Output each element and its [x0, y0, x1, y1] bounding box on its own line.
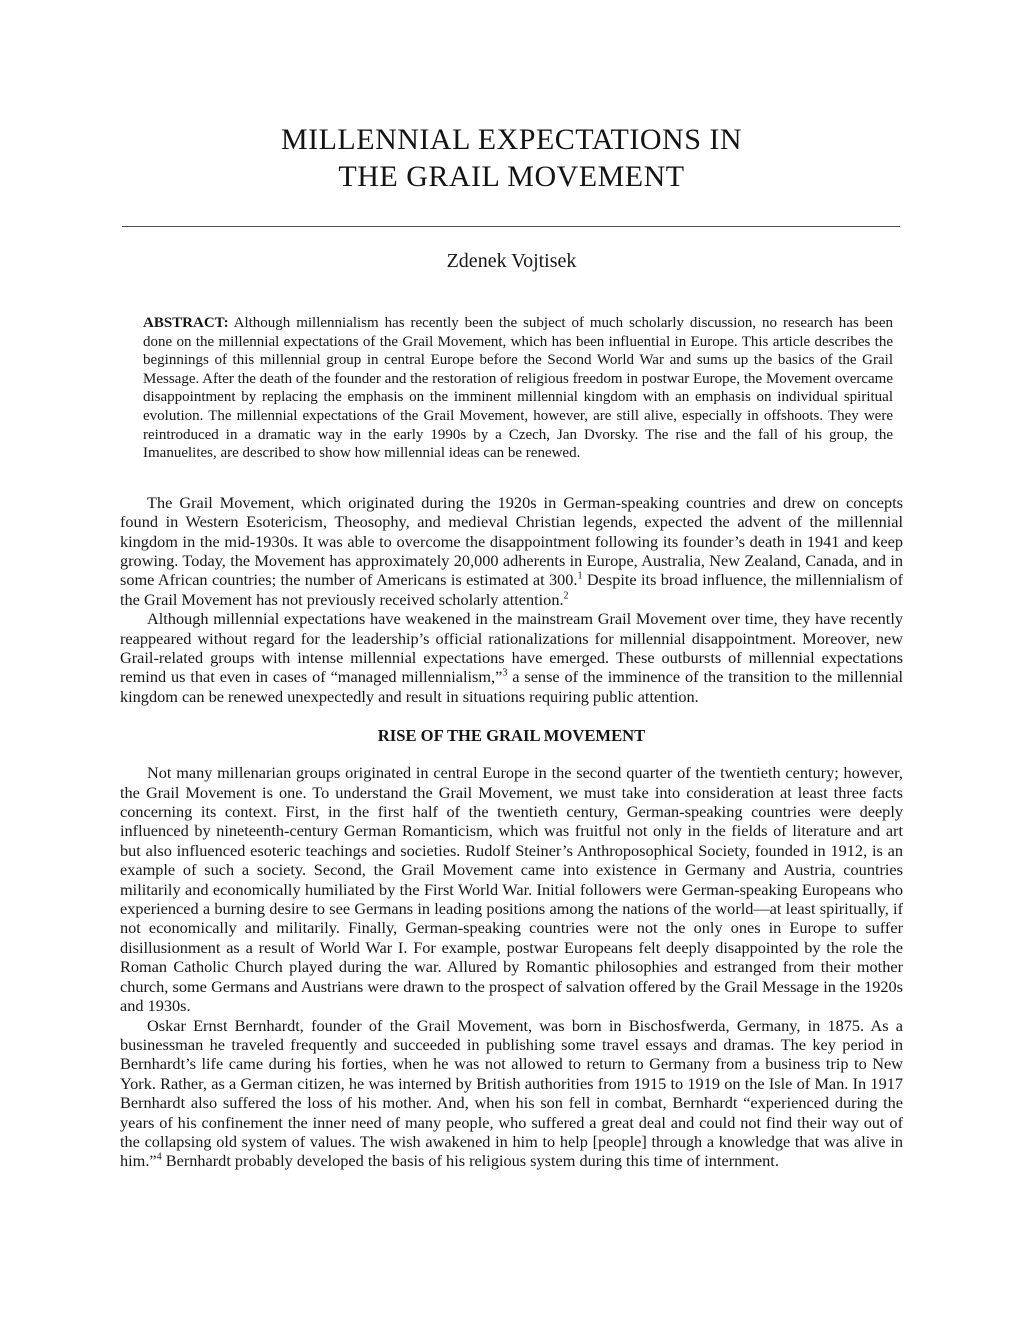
- paragraph-intro-1: The Grail Movement, which originated during the 1920s in German-speaking countries and drew on concepts found in Western Esotericism, Theosophy, and medieval Christian legends, expected the advent of the millennial kingdom in the mid-1930s. It was able to overcome the disappointment following its founder’s death in 1941 and keep growing. Today, the Movement has approximately 20,000 adherents in Europe, Australia, New Zealand, Canada, and in some African countries; the number of Americans is estimated at 300.$^1$ Despite its broad influence, the millennialism of the Grail Movement has not previously received scholarly attention.$^2$: [120, 492, 903, 609]
- article-title-line-1: MILLENNIAL EXPECTATIONS IN: [280, 123, 743, 156]
- article-title-line-2: THE GRAIL MOVEMENT: [338, 160, 685, 193]
- article-title: [120, 121, 903, 195]
- section-heading-rise-of-grail-movement: RISE OF THE GRAIL MOVEMENT: [377, 726, 646, 746]
- page-content: [120, 0, 903, 1171]
- paragraph-rise-1: Not many millenarian groups originated in central Europe in the second quarter of the twentieth century; however, the Grail Movement is one. To understand the Grail Movement, we must take into consideration at least three facts concerning its context. First, in the first half of the twentieth century, German-speaking countries were deeply influenced by nineteenth-century German Romanticism, which was fruitful not only in the fields of literature and art but also influenced esoteric teachings and societies. Rudolf Steiner’s Anthroposophical Society, founded in 1912, is an example of such a society. Second, the Grail Movement came into existence in Germany and Austria, countries militarily and economically humiliated by the First World War. Initial followers were German-speaking Europeans who experienced a burning desire to see Germans in leading positions among the nations of the world—at least spiritually, if not economically and militarily. Finally, German-speaking countries were not the only ones in Europe to suffer disillusionment as a result of World War I. For example, postwar Europeans felt deeply disappointed by the role the Roman Catholic Church played during the war. Allured by Romantic philosophies and estranged from their mother church, some Germans and Austrians were drawn to the prospect of salvation offered by the Grail Message in the 1920s and 1930s.: [120, 763, 903, 1016]
- article-body: [120, 493, 903, 1171]
- abstract: [143, 314, 893, 463]
- paragraph-rise-2: Oskar Ernst Bernhardt, founder of the Grail Movement, was born in Bischosfwerda, Germany, in 1875. As a businessman he traveled frequently and succeeded in publishing some travel essays and dramas. The key period in Bernhardt’s life came during his forties, when he was not allowed to return to Germany from a business trip to New York. Rather, as a German citizen, he was interned by British authorities from 1915 to 1919 on the Isle of Man. In 1917 Bernhardt also suffered the loss of his mother. And, when his son fell in combat, Bernhardt “experienced during the years of his confinement the inner need of many people, who suffered a great deal and could not find their way out of the collapsing old system of values. The wish awakened in him to help [people] through a knowledge that was alive in him.”$^4$ Bernhardt probably developed the basis of his religious system during this time of internment.: [120, 1015, 903, 1171]
- title-divider-rule: [122, 226, 900, 227]
- paragraph-intro-2: Although millennial expectations have weakened in the mainstream Grail Movement over time, they have recently reappeared without regard for the leadership’s official rationalizations for millennial disappointment. Moreover, new Grail-related groups with intense millennial expectations have emerged. These outbursts of millennial expectations remind us that even in cases of “managed millennialism,”$^3$ a sense of the imminence of the transition to the millennial kingdom can be renewed unexpectedly and result in situations requiring public attention.: [120, 609, 903, 706]
- author-name: Zdenek Vojtisek: [446, 250, 577, 272]
- abstract-text: Although millennialism has recently been the subject of much scholarly discussion, no research has been done on the millennial expectations of the Grail Movement, which has been influential in Europe. This article describes the beginnings of this millennial group in central Europe before the Second World War and sums up the basics of the Grail Message. After the death of the founder and the restoration of religious freedom in postwar Europe, the Movement overcame disappointment by replacing the emphasis on the imminent millennial kingdom with an emphasis on individual spiritual evolution. The millennial expectations of the Grail Movement, however, are still alive, especially in offshoots. They were reintroduced in a dramatic way in the early 1990s by a Czech, Jan Dvorsky. The rise and the fall of his group, the Imanuelites, are described to show how millennial ideas can be renewed.: [143, 315, 893, 462]
- abstract-label: ABSTRACT:: [143, 315, 229, 331]
